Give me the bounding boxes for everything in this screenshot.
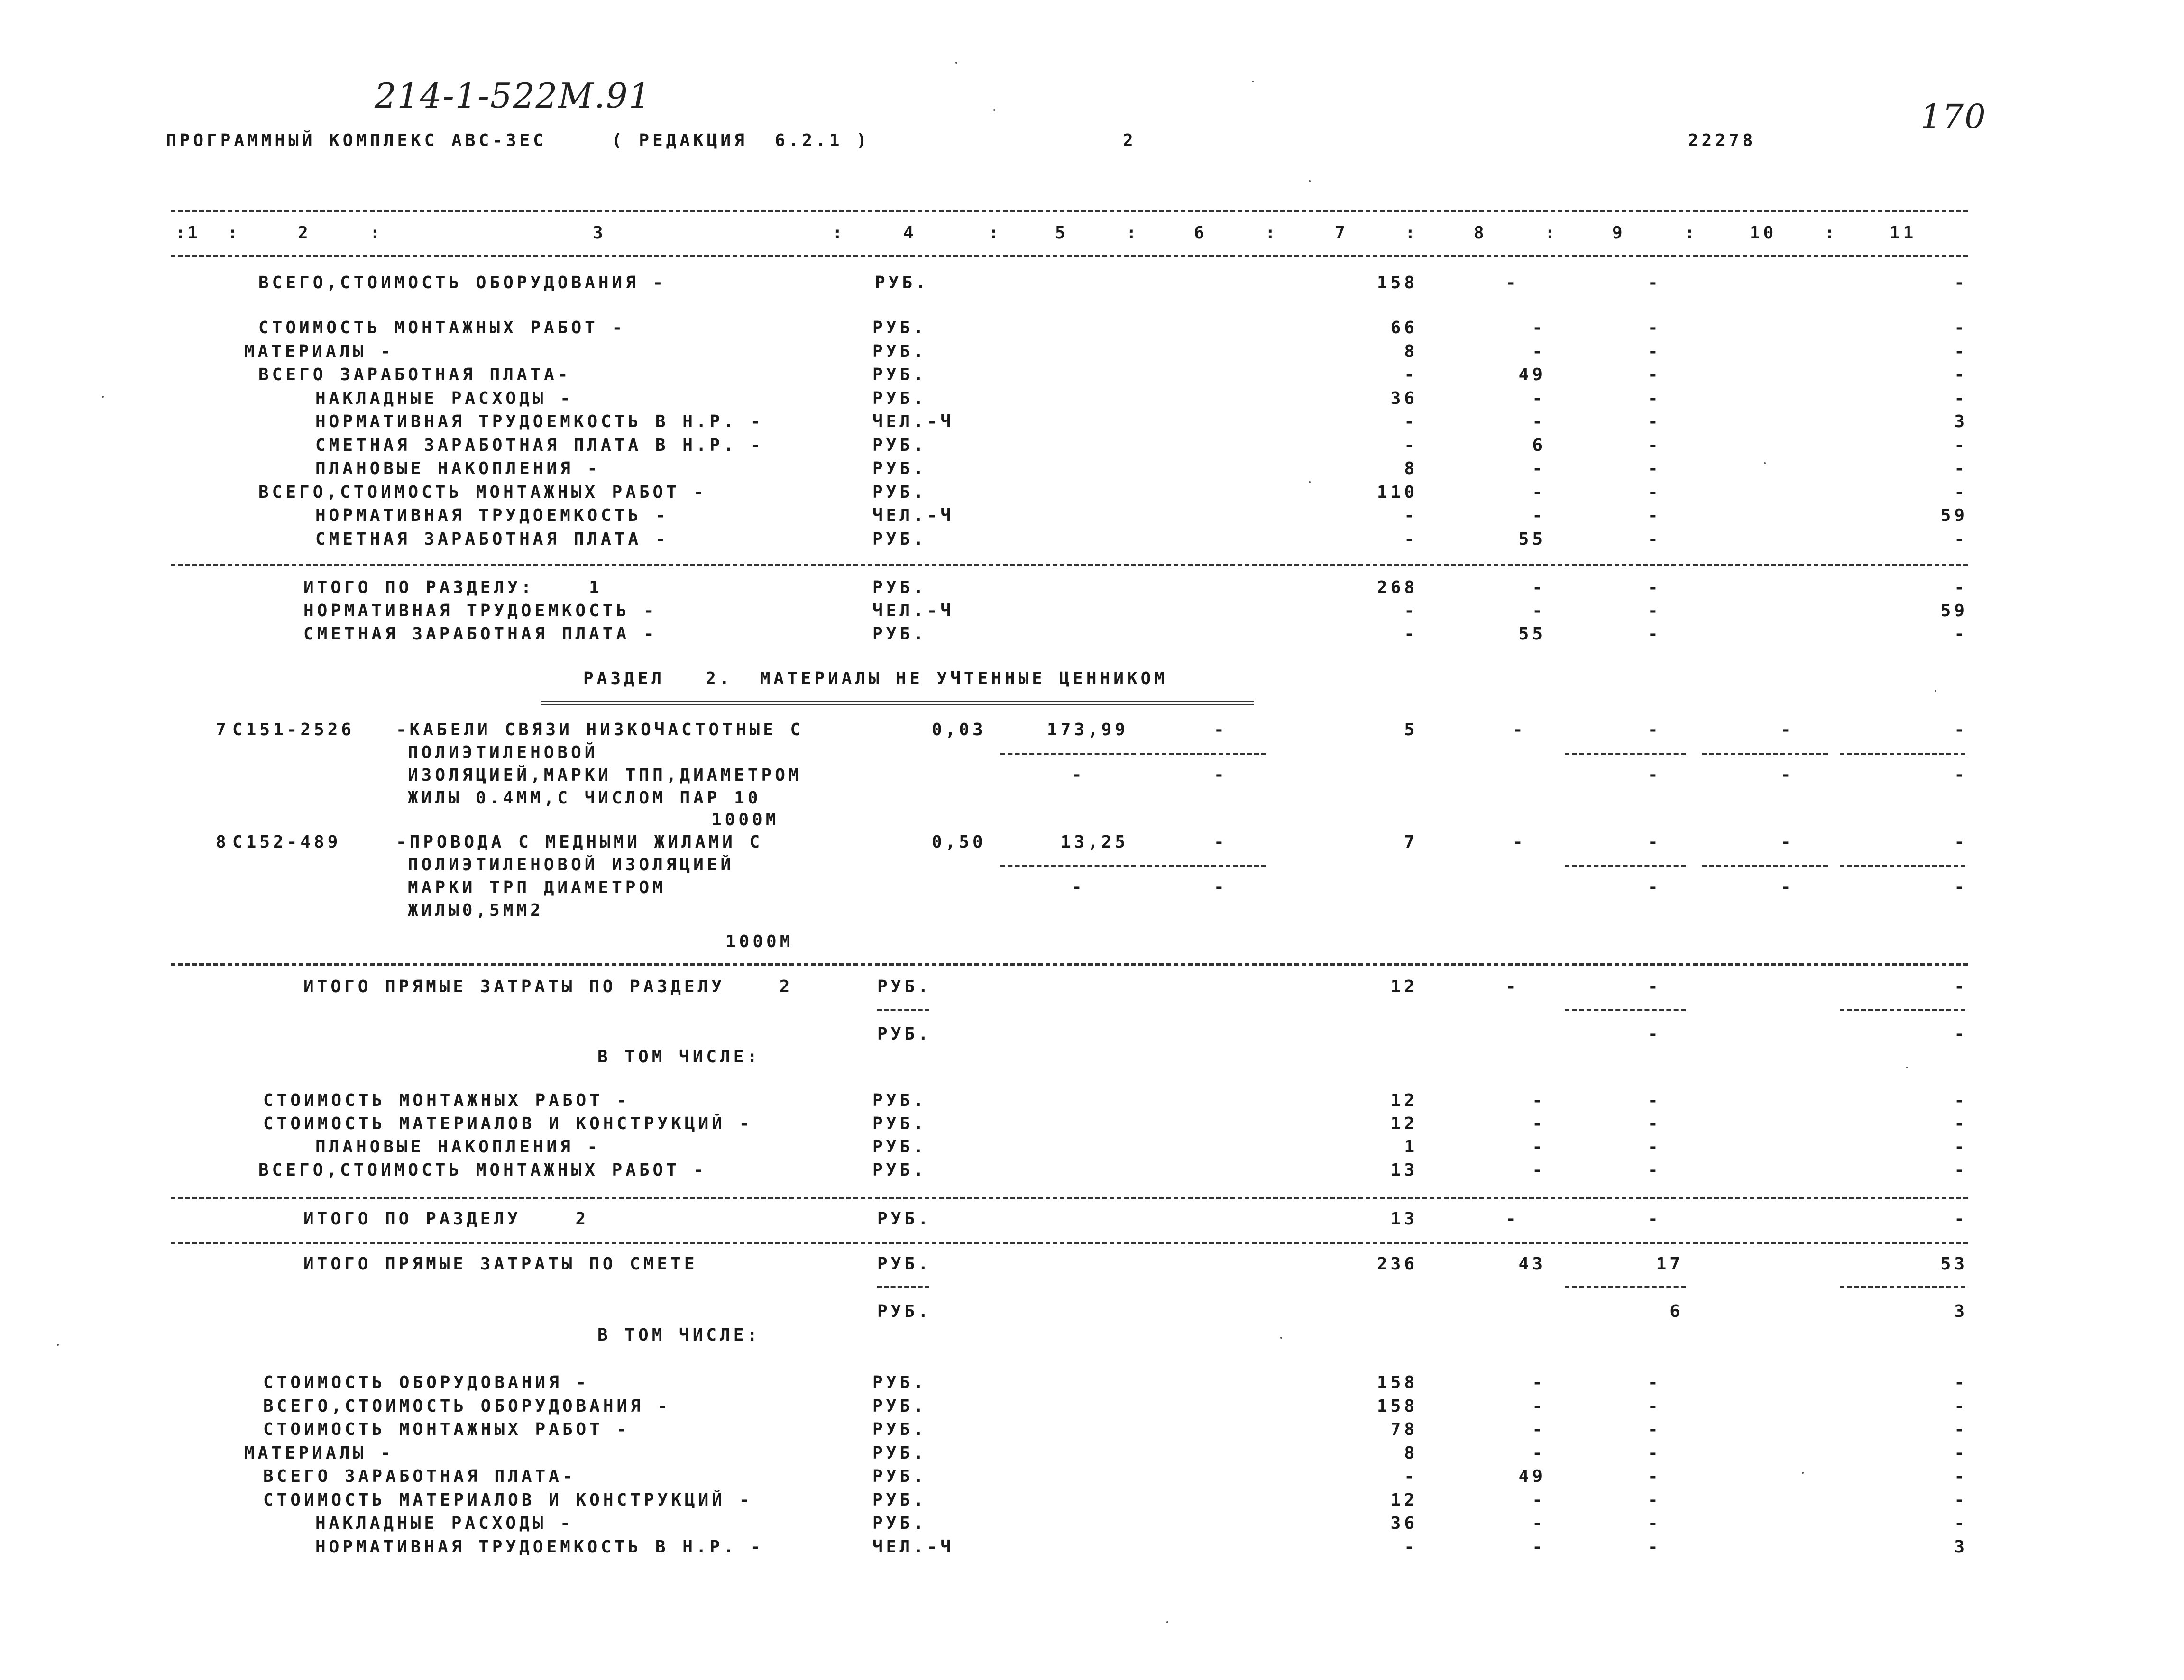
cell-col9: - bbox=[1648, 601, 1661, 621]
cell-col8: - bbox=[1532, 1114, 1546, 1133]
item-number: 7 bbox=[216, 720, 229, 740]
cell-col8: - bbox=[1532, 459, 1546, 478]
cell-col8: - bbox=[1532, 318, 1546, 338]
cell-col11: - bbox=[1954, 1396, 1968, 1416]
cell-col8: - bbox=[1532, 1420, 1546, 1439]
row-label: СМЕТНАЯ ЗАРАБОТНАЯ ПЛАТА - bbox=[315, 529, 669, 549]
row-unit: ЧЕЛ.-Ч bbox=[872, 412, 954, 431]
row-unit: РУБ. bbox=[877, 1209, 932, 1229]
row-label: НАКЛАДНЫЕ РАСХОДЫ - bbox=[315, 1514, 574, 1533]
cell-col7: 5 bbox=[1404, 720, 1418, 740]
cell-col7: - bbox=[1404, 506, 1418, 525]
cell-col7: 66 bbox=[1390, 318, 1418, 338]
cell-col9: - bbox=[1648, 578, 1661, 597]
item-number: 8 bbox=[216, 832, 229, 852]
row-unit-2: РУБ. bbox=[877, 1302, 932, 1321]
cell-col8: - bbox=[1532, 1396, 1546, 1416]
cell-col7: 12 bbox=[1390, 1091, 1418, 1110]
cell-col7: - bbox=[1404, 1467, 1418, 1486]
col-header-5: 5 bbox=[1055, 223, 1069, 243]
cell-col8: 55 bbox=[1518, 624, 1546, 644]
cell-col8: - bbox=[1532, 1160, 1546, 1180]
row-unit: РУБ. bbox=[875, 273, 929, 292]
section2-rule bbox=[171, 1197, 1968, 1199]
cell-col8: - bbox=[1532, 1490, 1546, 1510]
cell-col8: - bbox=[1532, 506, 1546, 525]
cell-col9: - bbox=[1648, 1467, 1661, 1486]
page-number: 2 bbox=[1123, 131, 1137, 150]
cell-col9: - bbox=[1648, 341, 1661, 361]
col-header-10: 10 bbox=[1750, 223, 1777, 243]
cell-col7: - bbox=[1404, 435, 1418, 455]
row-label: СТОИМОСТЬ МОНТАЖНЫХ РАБОТ - bbox=[263, 1091, 631, 1110]
cell-col11: - bbox=[1954, 1443, 1968, 1463]
header-rule-top bbox=[171, 210, 1968, 212]
row-unit: РУБ. bbox=[872, 624, 927, 644]
col-header-6: 6 bbox=[1194, 223, 1208, 243]
cell-col11: 59 bbox=[1940, 601, 1968, 621]
cell-col9: - bbox=[1648, 1443, 1661, 1463]
cell-col11: - bbox=[1954, 388, 1968, 408]
cell-col7: 236 bbox=[1376, 1254, 1418, 1274]
cell-col7: 158 bbox=[1376, 273, 1418, 292]
cell-col11: 59 bbox=[1940, 506, 1968, 525]
row-label: ИТОГО ПРЯМЫЕ ЗАТРАТЫ ПО СМЕТЕ bbox=[303, 1254, 698, 1274]
cell-col8: - bbox=[1532, 601, 1546, 621]
cell-col7: 78 bbox=[1390, 1420, 1418, 1439]
row-label: ВСЕГО,СТОИМОСТЬ МОНТАЖНЫХ РАБОТ - bbox=[258, 1160, 707, 1180]
cell-col9: 17 bbox=[1656, 1254, 1683, 1274]
item-description-line: МАРКИ ТРП ДИАМЕТРОМ bbox=[408, 878, 666, 897]
cell-col6-2: - bbox=[1214, 765, 1228, 785]
row-unit: РУБ. bbox=[872, 1467, 927, 1486]
cell-col11: - bbox=[1954, 1091, 1968, 1110]
cell-col9: - bbox=[1648, 1114, 1661, 1133]
cell-col11: - bbox=[1954, 1514, 1968, 1533]
cell-col11: - bbox=[1954, 529, 1968, 549]
row-unit: РУБ. bbox=[872, 1137, 927, 1157]
estimate-page: 214-1-522М.91 170 ПРОГРАММНЫЙ КОМПЛЕКС АВС-3ЕС ( РЕДАКЦИЯ 6.2.1 ) 2 22278 : 1 : 2 : 3 : 4 : 5 : 6 : 7 : 8 : 9 : 10 : 11 ВСЕГО,СТОИМОСТЬ ОБОРУДОВАНИЯ - РУБ. 158 - - - СТОИМОСТЬ МОНТАЖНЫХ РАБОТ - РУБ. 66 - - - МАТЕРИАЛЫ - РУБ. 8 - - - ВСЕГО ЗАРАБОТНАЯ ПЛАТА- РУБ. - 49 - - НАКЛАДНЫЕ РАСХОДЫ - РУБ. 36 - - - НОРМАТИВНАЯ ТРУДОЕМКОСТЬ В Н.Р. - ЧЕЛ.-Ч - - - 3 СМЕТНАЯ ЗАРАБОТНАЯ ПЛАТА В Н.Р. - РУБ. - 6 - - ПЛАНОВЫЕ НАКОПЛЕНИЯ - РУБ. 8 - - - ВСЕГО,СТОИМОСТЬ МОНТАЖНЫХ РАБОТ - РУБ. 110 - - - НОРМАТИВНАЯ ТРУДОЕМКОСТЬ - ЧЕЛ.-Ч - - - 59 СМЕТНАЯ ЗАРАБОТНАЯ ПЛАТА - РУБ. - 55 - - ИТОГО ПО РАЗДЕЛУ: 1 РУБ. 268 - - - НОРМАТИВНАЯ ТРУДОЕМКОСТЬ - ЧЕЛ.-Ч - - - 59 СМЕТНАЯ ЗАРАБОТНАЯ ПЛАТА - РУБ. - 55 - - РАЗДЕЛ 2. МАТЕРИАЛЫ НЕ УЧТЕННЫЕ ЦЕННИКОМ 7 С151-2526 -КАБЕЛИ СВЯЗИ НИЗКОЧАСТОТНЫЕ С ПОЛИЭТИЛЕНОВОЙ ИЗОЛЯЦИЕЙ,МАРКИ ТПП,ДИАМЕТРОМ ЖИЛЫ 0.4ММ,С ЧИСЛОМ ПАР 10 1000М 0,03 173,99 - 5 - - - - - - - - - 8 С152-489 -ПРОВОДА С МЕДНЫМИ ЖИЛАМИ С ПОЛИЭТИЛЕНОВОЙ ИЗОЛЯЦИЕЙ МАРКИ ТРП ДИАМЕТРОМ ЖИЛЫ0,5ММ2 1000М 0,50 13,25 - 7 - - - - - - - - - ИТОГО ПРЯМЫЕ ЗАТРАТЫ ПО РАЗДЕЛУ 2 РУБ. 12 - - - РУБ. - - В ТОМ ЧИСЛЕ: СТОИМОСТЬ МОНТАЖНЫХ РАБОТ - РУБ. 12 - - - СТОИМОСТЬ МАТЕРИАЛОВ И КОНСТРУКЦИЙ - РУБ. 12 - - - ПЛАНОВЫЕ НАКОПЛЕНИЯ - РУБ. 1 - - - ВСЕГО,СТОИМОСТЬ МОНТАЖНЫХ РАБОТ - РУБ. 13 - - - ИТОГО ПО РАЗДЕЛУ 2 РУБ. 13 - - - ИТОГО ПРЯМЫЕ ЗАТРАТЫ ПО СМЕТЕ РУБ. 236 43 17 53 РУБ. 6 3 В ТОМ ЧИСЛЕ: СТОИМОСТЬ ОБОРУДОВАНИЯ - РУБ. 158 - - - ВСЕГО,СТОИМОСТЬ ОБОРУДОВАНИЯ - РУБ. 158 - - - СТОИМОСТЬ МОНТАЖНЫХ РАБОТ - РУБ. 78 - - - МАТЕРИАЛЫ - РУБ. 8 - - - ВСЕГО ЗАРАБОТНАЯ ПЛАТА- РУБ. - 49 - - СТОИМОСТЬ МАТЕРИАЛОВ И КОНСТРУКЦИЙ - РУБ. 12 - - - НАКЛАДНЫЕ РАСХОДЫ - РУБ. 36 - - - НОРМАТИВНАЯ ТРУДОЕМКОСТЬ В Н.Р. - ЧЕЛ.-Ч - - - 3 bbox=[0, 0, 2184, 1680]
row-label: СМЕТНАЯ ЗАРАБОТНАЯ ПЛАТА - bbox=[303, 624, 657, 644]
cell-col8: - bbox=[1532, 412, 1546, 431]
cell-col11: - bbox=[1954, 1114, 1968, 1133]
row-unit: РУБ. bbox=[872, 1443, 927, 1463]
cell-col7: 110 bbox=[1376, 482, 1418, 502]
col-header-8: 8 bbox=[1474, 223, 1487, 243]
col-header-1: 1 bbox=[187, 223, 201, 243]
cell-col9: - bbox=[1648, 720, 1661, 740]
cell-col8: - bbox=[1505, 977, 1519, 996]
cell-col9: - bbox=[1648, 529, 1661, 549]
edition-label: ( РЕДАКЦИЯ 6.2.1 ) bbox=[612, 131, 870, 150]
cell-col9: - bbox=[1648, 506, 1661, 525]
cell-col8: - bbox=[1513, 832, 1526, 852]
cell-col11: - bbox=[1954, 273, 1968, 292]
cell-col9: - bbox=[1648, 1160, 1661, 1180]
cell-col11: 53 bbox=[1940, 1254, 1968, 1274]
cell-col11: 3 bbox=[1954, 412, 1968, 431]
cell-col7: - bbox=[1404, 601, 1418, 621]
row-label: НОРМАТИВНАЯ ТРУДОЕМКОСТЬ - bbox=[315, 506, 669, 525]
cell-col9: - bbox=[1648, 388, 1661, 408]
row-label: СМЕТНАЯ ЗАРАБОТНАЯ ПЛАТА В Н.Р. - bbox=[315, 435, 764, 455]
cell-col7: 36 bbox=[1390, 388, 1418, 408]
cell-col9: - bbox=[1648, 273, 1661, 292]
row-unit: РУБ. bbox=[877, 1254, 932, 1274]
cell-col11: - bbox=[1954, 1490, 1968, 1510]
row-label: МАТЕРИАЛЫ - bbox=[244, 1443, 394, 1463]
item-description-line: ИЗОЛЯЦИЕЙ,МАРКИ ТПП,ДИАМЕТРОМ bbox=[408, 766, 802, 785]
row-label: НОРМАТИВНАЯ ТРУДОЕМКОСТЬ - bbox=[303, 601, 657, 621]
cell-col7: 1 bbox=[1404, 1137, 1418, 1157]
cell-col11: - bbox=[1954, 624, 1968, 644]
cell-col9-2: - bbox=[1648, 877, 1661, 897]
row-unit: РУБ. bbox=[872, 318, 927, 338]
document-number: 22278 bbox=[1688, 131, 1756, 150]
item-description-line: ПОЛИЭТИЛЕНОВОЙ bbox=[408, 743, 598, 762]
row-label: СТОИМОСТЬ МОНТАЖНЫХ РАБОТ - bbox=[258, 318, 626, 338]
cell-col11: - bbox=[1954, 1467, 1968, 1486]
item-unit: 1000М bbox=[725, 932, 794, 951]
cell-col11: - bbox=[1954, 1160, 1968, 1180]
item-unit: 1000М bbox=[711, 810, 780, 830]
row-unit: РУБ. bbox=[872, 1160, 927, 1180]
item-description-line: ЖИЛЫ0,5ММ2 bbox=[408, 901, 544, 920]
cell-col11: - bbox=[1954, 578, 1968, 597]
cell-col6: - bbox=[1214, 720, 1228, 740]
cell-col7: 8 bbox=[1404, 341, 1418, 361]
including-label-1: В ТОМ ЧИСЛЕ: bbox=[597, 1047, 761, 1067]
cell-col10: - bbox=[1780, 720, 1794, 740]
cell-col7: 8 bbox=[1404, 1443, 1418, 1463]
cell-col9: - bbox=[1648, 624, 1661, 644]
cell-col9: - bbox=[1648, 1091, 1661, 1110]
cell-col9: - bbox=[1648, 977, 1661, 996]
cell-col8: 43 bbox=[1518, 1254, 1546, 1274]
cell-col11: - bbox=[1954, 365, 1968, 384]
cell-col8: - bbox=[1505, 273, 1519, 292]
row-unit: РУБ. bbox=[872, 388, 927, 408]
cell-col5-2: - bbox=[1072, 765, 1085, 785]
row-unit: РУБ. bbox=[872, 1514, 927, 1533]
row-unit: РУБ. bbox=[872, 1490, 927, 1510]
row-label: ВСЕГО ЗАРАБОТНАЯ ПЛАТА- bbox=[258, 365, 571, 384]
cell-col11-2: 3 bbox=[1954, 1302, 1968, 1321]
row-label: ВСЕГО ЗАРАБОТНАЯ ПЛАТА- bbox=[263, 1467, 576, 1486]
row-unit: РУБ. bbox=[872, 1091, 927, 1110]
section1-rule bbox=[171, 564, 1968, 566]
cell-col8: - bbox=[1532, 1514, 1546, 1533]
row-unit: РУБ. bbox=[872, 1373, 927, 1392]
cell-col5: 13,25 bbox=[1060, 832, 1129, 852]
cell-col9: - bbox=[1648, 1420, 1661, 1439]
cell-col4: 0,03 bbox=[932, 720, 986, 740]
cell-col5-2: - bbox=[1072, 877, 1085, 897]
cell-col8: - bbox=[1532, 578, 1546, 597]
cell-col8: 49 bbox=[1518, 1467, 1546, 1486]
cell-col11: - bbox=[1954, 318, 1968, 338]
header-rule-bottom bbox=[171, 255, 1968, 257]
handwritten-page-number: 170 bbox=[1920, 97, 1987, 136]
cell-col5: 173,99 bbox=[1046, 720, 1129, 740]
item-description-line: ПОЛИЭТИЛЕНОВОЙ ИЗОЛЯЦИЕЙ bbox=[408, 855, 734, 875]
row-unit: РУБ. bbox=[872, 578, 927, 597]
col-header-2: 2 bbox=[298, 223, 312, 243]
cell-col9-2: - bbox=[1648, 765, 1661, 785]
cell-col9: - bbox=[1648, 1137, 1661, 1157]
cell-col9-2: 6 bbox=[1670, 1302, 1683, 1321]
cell-col7: - bbox=[1404, 365, 1418, 384]
section2-title: РАЗДЕЛ 2. МАТЕРИАЛЫ НЕ УЧТЕННЫЕ ЦЕННИКОМ bbox=[583, 669, 1168, 688]
cell-col8: 55 bbox=[1518, 529, 1546, 549]
cell-col8: - bbox=[1532, 1373, 1546, 1392]
cell-col7: - bbox=[1404, 1537, 1418, 1557]
row-label: ВСЕГО,СТОИМОСТЬ ОБОРУДОВАНИЯ - bbox=[263, 1396, 671, 1416]
cell-col11: - bbox=[1954, 341, 1968, 361]
cell-col6: - bbox=[1214, 832, 1228, 852]
cell-col9: - bbox=[1648, 318, 1661, 338]
cell-col11: - bbox=[1954, 720, 1968, 740]
cell-col11: 3 bbox=[1954, 1537, 1968, 1557]
cell-col7: 8 bbox=[1404, 459, 1418, 478]
cell-col11: - bbox=[1954, 459, 1968, 478]
program-title: ПРОГРАММНЫЙ КОМПЛЕКС АВС-3ЕС bbox=[166, 131, 547, 150]
row-label: ПЛАНОВЫЕ НАКОПЛЕНИЯ - bbox=[315, 459, 601, 478]
row-unit: РУБ. bbox=[872, 459, 927, 478]
cell-col7: - bbox=[1404, 529, 1418, 549]
cell-col7: - bbox=[1404, 624, 1418, 644]
cell-col8: 49 bbox=[1518, 365, 1546, 384]
cell-col11: - bbox=[1954, 1373, 1968, 1392]
row-unit-2: РУБ. bbox=[877, 1024, 932, 1044]
row-label: НОРМАТИВНАЯ ТРУДОЕМКОСТЬ В Н.Р. - bbox=[315, 1537, 764, 1557]
row-unit: ЧЕЛ.-Ч bbox=[872, 1537, 954, 1557]
handwritten-project-code: 214-1-522М.91 bbox=[375, 76, 652, 116]
row-label: ВСЕГО,СТОИМОСТЬ ОБОРУДОВАНИЯ - bbox=[258, 273, 667, 292]
cell-col8: - bbox=[1532, 1137, 1546, 1157]
row-unit: РУБ. bbox=[877, 977, 932, 996]
item-code: С151-2526 bbox=[232, 720, 355, 740]
row-label: НОРМАТИВНАЯ ТРУДОЕМКОСТЬ В Н.Р. - bbox=[315, 412, 764, 431]
cell-col4: 0,50 bbox=[932, 832, 986, 852]
cell-col7: 12 bbox=[1390, 1490, 1418, 1510]
cell-col7: 7 bbox=[1404, 832, 1418, 852]
item-code: С152-489 bbox=[232, 832, 341, 852]
cell-col11-2: - bbox=[1954, 765, 1968, 785]
cell-col8: - bbox=[1532, 482, 1546, 502]
cell-col9-2: - bbox=[1648, 1024, 1661, 1044]
cell-col9: - bbox=[1648, 435, 1661, 455]
cell-col7: 12 bbox=[1390, 1114, 1418, 1133]
section2-title-underline bbox=[541, 701, 1254, 705]
row-label: МАТЕРИАЛЫ - bbox=[244, 341, 394, 361]
row-label: СТОИМОСТЬ МАТЕРИАЛОВ И КОНСТРУКЦИЙ - bbox=[263, 1114, 753, 1133]
row-unit: РУБ. bbox=[872, 482, 927, 502]
cell-col10: - bbox=[1780, 832, 1794, 852]
col-header-7: 7 bbox=[1335, 223, 1349, 243]
row-label: ПЛАНОВЫЕ НАКОПЛЕНИЯ - bbox=[315, 1137, 601, 1157]
cell-col7: 36 bbox=[1390, 1514, 1418, 1533]
cell-col9: - bbox=[1648, 1537, 1661, 1557]
cell-col9: - bbox=[1648, 1396, 1661, 1416]
cell-col9: - bbox=[1648, 1490, 1661, 1510]
cell-col11: - bbox=[1954, 1137, 1968, 1157]
cell-col11-2: - bbox=[1954, 1024, 1968, 1044]
row-unit: РУБ. bbox=[872, 1396, 927, 1416]
cell-col7: 13 bbox=[1390, 1160, 1418, 1180]
row-unit: ЧЕЛ.-Ч bbox=[872, 506, 954, 525]
cell-col11: - bbox=[1954, 1420, 1968, 1439]
row-label: ИТОГО ПРЯМЫЕ ЗАТРАТЫ ПО РАЗДЕЛУ 2 bbox=[303, 977, 793, 996]
row-unit: РУБ. bbox=[872, 435, 927, 455]
cell-col10-2: - bbox=[1780, 877, 1794, 897]
cell-col9: - bbox=[1648, 412, 1661, 431]
cell-col7: 268 bbox=[1376, 578, 1418, 597]
row-label: СТОИМОСТЬ МАТЕРИАЛОВ И КОНСТРУКЦИЙ - bbox=[263, 1490, 753, 1510]
cell-col7: 158 bbox=[1376, 1373, 1418, 1392]
row-label: ВСЕГО,СТОИМОСТЬ МОНТАЖНЫХ РАБОТ - bbox=[258, 482, 707, 502]
cell-col8: - bbox=[1532, 388, 1546, 408]
cell-col9: - bbox=[1648, 365, 1661, 384]
row-label: ИТОГО ПО РАЗДЕЛУ: 1 bbox=[303, 578, 603, 597]
row-unit: РУБ. bbox=[872, 1114, 927, 1133]
item-description-line: ЖИЛЫ 0.4ММ,С ЧИСЛОМ ПАР 10 bbox=[408, 788, 762, 808]
cell-col11: - bbox=[1954, 1209, 1968, 1229]
estimate-rule bbox=[171, 1242, 1968, 1244]
row-unit: РУБ. bbox=[872, 1420, 927, 1439]
row-unit: РУБ. bbox=[872, 529, 927, 549]
row-label: ИТОГО ПО РАЗДЕЛУ 2 bbox=[303, 1209, 589, 1229]
cell-col9: - bbox=[1648, 1209, 1661, 1229]
cell-col11: - bbox=[1954, 435, 1968, 455]
cell-col11: - bbox=[1954, 832, 1968, 852]
row-unit: РУБ. bbox=[872, 365, 927, 384]
items-rule bbox=[171, 963, 1968, 966]
col-header-11: 11 bbox=[1890, 223, 1917, 243]
cell-col7: 158 bbox=[1376, 1396, 1418, 1416]
cell-col8: - bbox=[1513, 720, 1526, 740]
cell-col7: - bbox=[1404, 412, 1418, 431]
cell-col11-2: - bbox=[1954, 877, 1968, 897]
cell-col10-2: - bbox=[1780, 765, 1794, 785]
cell-col9: - bbox=[1648, 1373, 1661, 1392]
item-description-line: -КАБЕЛИ СВЯЗИ НИЗКОЧАСТОТНЫЕ С bbox=[396, 720, 804, 740]
cell-col7: 12 bbox=[1390, 977, 1418, 996]
cell-col8: 6 bbox=[1532, 435, 1546, 455]
cell-col8: - bbox=[1532, 1443, 1546, 1463]
cell-col8: - bbox=[1532, 1537, 1546, 1557]
including-label-2: В ТОМ ЧИСЛЕ: bbox=[597, 1325, 761, 1345]
row-unit: РУБ. bbox=[872, 341, 927, 361]
col-header-4: 4 bbox=[903, 223, 917, 243]
cell-col7: 13 bbox=[1390, 1209, 1418, 1229]
row-unit: ЧЕЛ.-Ч bbox=[872, 601, 954, 621]
col-header-9: 9 bbox=[1612, 223, 1626, 243]
cell-col8: - bbox=[1505, 1209, 1519, 1229]
cell-col11: - bbox=[1954, 977, 1968, 996]
cell-col6-2: - bbox=[1214, 877, 1228, 897]
cell-col8: - bbox=[1532, 341, 1546, 361]
cell-col9: - bbox=[1648, 832, 1661, 852]
item-description-line: -ПРОВОДА С МЕДНЫМИ ЖИЛАМИ С bbox=[396, 832, 763, 852]
cell-col9: - bbox=[1648, 459, 1661, 478]
col-header-3: 3 bbox=[593, 223, 606, 243]
cell-col9: - bbox=[1648, 1514, 1661, 1533]
row-label: СТОИМОСТЬ ОБОРУДОВАНИЯ - bbox=[263, 1373, 590, 1392]
cell-col8: - bbox=[1532, 1091, 1546, 1110]
cell-col11: - bbox=[1954, 482, 1968, 502]
cell-col9: - bbox=[1648, 482, 1661, 502]
row-label: СТОИМОСТЬ МОНТАЖНЫХ РАБОТ - bbox=[263, 1420, 631, 1439]
row-label: НАКЛАДНЫЕ РАСХОДЫ - bbox=[315, 388, 574, 408]
